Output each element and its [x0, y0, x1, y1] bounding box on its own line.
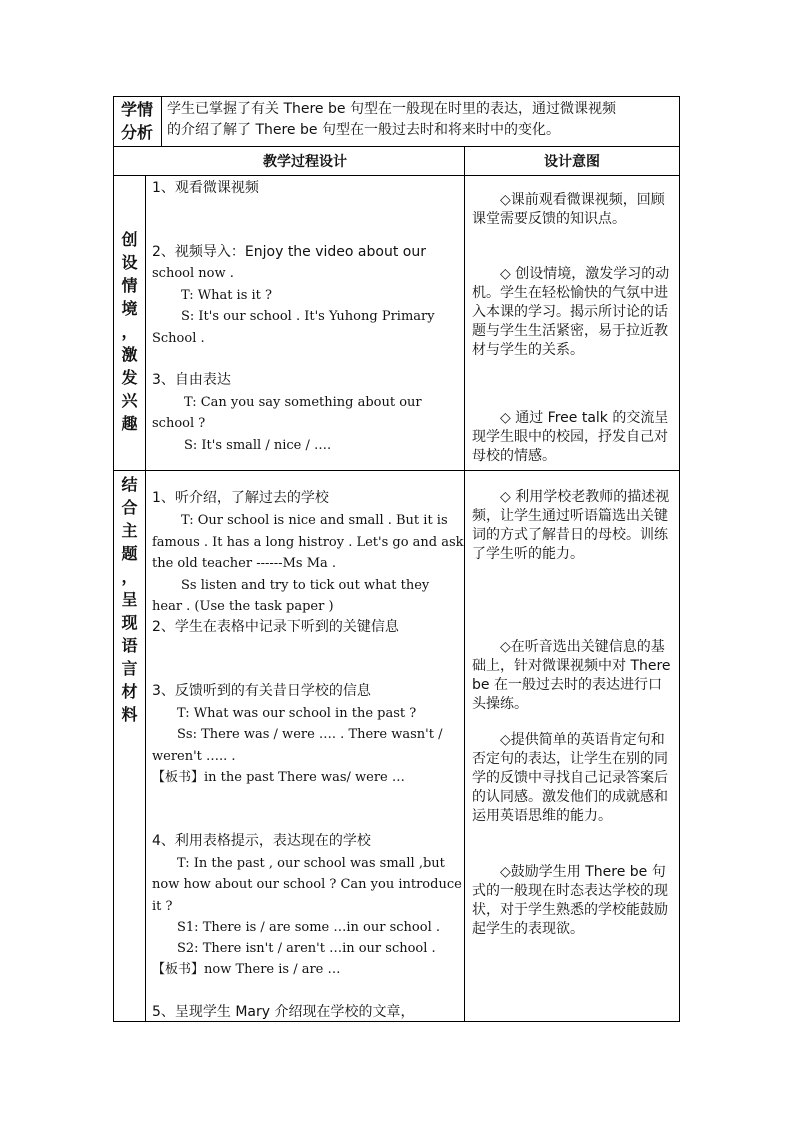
analysis-label	[114, 98, 160, 144]
s2-line: T: Our school is nice and small . But it is	[181, 513, 448, 528]
s2-line: weren't ….. .	[152, 749, 236, 764]
table-line-section-divider	[113, 470, 680, 471]
s1-line: S: It's our school . It's Yuhong Primary	[181, 309, 435, 324]
s1-line: T: Can you say something about our	[184, 395, 422, 410]
section1-label: 创 设 情 境 ， 激 发 兴 趣	[121, 230, 138, 433]
s2-step3: 3、反馈听到的有关昔日学校的信息	[152, 683, 371, 699]
s2-step1: 1、听介绍，了解过去的学校	[152, 490, 329, 506]
s2-step2: 2、学生在表格中记录下听到的关键信息	[152, 619, 399, 635]
table-line-after-analysis	[113, 146, 680, 147]
s2-intent-4: ◇鼓励学生用 There be 句式的一般现在时态表达学校的现状，对于学生熟悉的学校能鼓励起学生的表现欲。	[472, 864, 668, 937]
s1-line: school now .	[152, 266, 234, 281]
s2-board-now: 【板书】now There is / are …	[152, 962, 341, 977]
s2-intent-1: ◇ 利用学校老教师的描述视频，让学生通过听语篇选出关键词的方式了解昔日的母校。训练了学生听的能力。	[472, 489, 670, 562]
s1-line: T: What is it ?	[181, 288, 273, 303]
s1-line: S: It's small / nice / ….	[184, 438, 332, 453]
s2-line: now how about our school ? Can you introduce	[152, 877, 462, 892]
analysis-label-line2: 分析	[120, 123, 153, 142]
section-label-divider	[145, 175, 146, 1022]
section2-label: 结 合 主 题 ， 呈 现 语 言 材 料	[121, 475, 138, 724]
s1-line: School .	[152, 331, 205, 346]
analysis-text-line2: 的介绍了解了 There be 句型在一般过去时和将来时中的变化。	[167, 122, 560, 138]
s2-line: S1: There is / are some …in our school .	[177, 920, 440, 935]
s2-line: hear . (Use the task paper )	[152, 599, 334, 614]
s1-intent-1: ◇课前观看微课视频，回顾课堂需要反馈的知识点。	[472, 192, 665, 227]
s1-intent-2: ◇ 创设情境，激发学习的动机。学生在轻松愉快的气氛中进入本课的学习。揭示所讨论的话题与学生生活紧密，易于拉近教材与学生的关系。	[472, 266, 670, 358]
analysis-label-divider	[161, 96, 162, 147]
s2-line: Ss listen and try to tick out what they	[181, 578, 430, 593]
s2-line: famous . It has a long histroy . Let's go and ask	[152, 535, 464, 550]
analysis-label-line1: 学情	[120, 100, 153, 119]
s1-step3: 3、自由表达	[152, 372, 231, 388]
s2-line: Ss: There was / were …. . There wasn't /	[177, 727, 443, 742]
s2-line: T: In the past , our school was small ,but	[177, 856, 445, 871]
table-line-after-header	[113, 175, 680, 176]
s2-board-past: 【板书】in the past There was/ were …	[152, 770, 405, 785]
s2-line: it ?	[152, 899, 173, 914]
s2-line: the old teacher ------Ms Ma .	[152, 556, 337, 571]
s2-line: S2: There isn't / aren't …in our school .	[177, 941, 436, 956]
s2-intent-3: ◇提供简单的英语肯定句和否定句的表达，让学生在别的同学的反馈中寻找自己记录答案后的认同感。激发他们的成就感和运用英语思维的能力。	[472, 732, 668, 824]
s1-line: school ?	[152, 416, 206, 431]
s1-intent-3: ◇ 通过 Free talk 的交流呈现学生眼中的校园，抒发自己对母校的情感。	[472, 410, 669, 464]
process-column-header: 教学过程设计	[263, 154, 347, 170]
s2-line: T: What was our school in the past ?	[177, 706, 417, 721]
intent-column-header: 设计意图	[544, 154, 600, 170]
s2-intent-2: ◇在听音选出关键信息的基础上，针对微课视频中对 There be 在一般过去时的表达进行口头操练。	[472, 639, 671, 712]
s1-step1: 1、观看微课视频	[152, 180, 259, 196]
s2-step4: 4、利用表格提示，表达现在的学校	[152, 833, 371, 849]
table-border-top	[113, 96, 680, 97]
table-border-right	[679, 96, 680, 1022]
s2-step5: 5、呈现学生 Mary 介绍现在学校的文章，	[152, 1004, 415, 1020]
column-divider	[464, 146, 465, 1022]
analysis-text-line1: 学生已掌握了有关 There be 句型在一般现在时里的表达，通过微课视频	[167, 101, 616, 117]
s1-step2: 2、视频导入：Enjoy the video about our	[152, 244, 426, 260]
